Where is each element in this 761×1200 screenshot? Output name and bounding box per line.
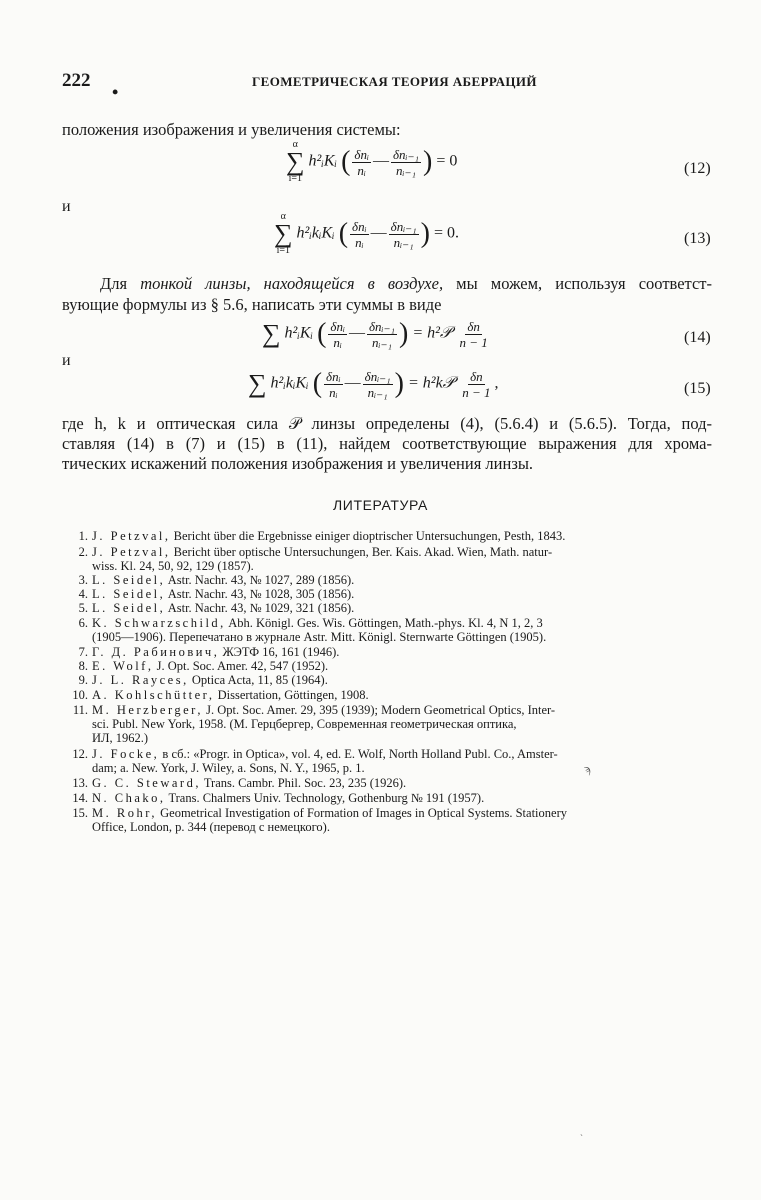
reference-continuation: dam; a. New. York, J. Wiley, a. Sons, N. Y., 1965, p. 1. <box>92 761 365 775</box>
conjunction: и <box>62 352 71 369</box>
equation-13: α ∑ i=1 h²ᵢkᵢKᵢ ( $\frac{\text{δnᵢ}}{\text{nᵢ}}$ — $\frac{\text{δnᵢ₋₁}}{\text{nᵢ₋₁}}$ ) = 0. <box>274 211 459 256</box>
reference-item: 9. J. L. Rayces, Optica Acta, 11, 85 (1964). <box>78 673 328 687</box>
equation-14: ∑ h²ᵢKᵢ ( $\frac{\text{δnᵢ}}{\text{nᵢ}}$ — $\frac{\text{δnᵢ₋₁}}{\text{nᵢ₋₁}}$ ) = h²𝒫 $\frac{\delta n}{n - 1}$ <box>262 318 488 350</box>
reference-item: 12. J. Focke, в сб.: «Progr. in Optica», vol. 4, ed. E. Wolf, North Holland Publ. Co., Amster- <box>72 747 558 761</box>
equation-number-15: (15) <box>684 380 711 397</box>
reference-item: 13. G. C. Steward, Trans. Cambr. Phil. Soc. 23, 235 (1926). <box>72 776 407 790</box>
reference-item: 6. K. Schwarzschild, Abh. Königl. Ges. Wis. Göttingen, Math.-phys. Kl. 4, N 1, 2, 3 <box>78 616 543 630</box>
page-number: 222 <box>62 70 91 91</box>
reference-continuation: sci. Publ. New York, 1958. (М. Герцбергер, Современная геометрическая оптика, <box>92 717 517 731</box>
reference-continuation: Office, London, p. 344 (перевод с немецкого). <box>92 820 330 834</box>
paragraph-2-line-2: ставляя (14) в (7) и (15) в (11), найдем соответствующие выражения для хрома- <box>62 434 712 453</box>
running-head: ГЕОМЕТРИЧЕСКАЯ ТЕОРИЯ АБЕРРАЦИЙ <box>252 74 537 89</box>
reference-item: 14. N. Chako, Trans. Chalmers Univ. Technology, Gothenburg № 191 (1957). <box>72 791 485 805</box>
scan-mark: ϡ <box>584 762 591 776</box>
paragraph-1-line-2: вующие формулы из § 5.6, написать эти суммы в виде <box>62 295 442 314</box>
equation-number-13: (13) <box>684 230 711 247</box>
summation: α ∑ i=1 <box>274 211 293 256</box>
equation-15: ∑ h²ᵢkᵢKᵢ ( $\frac{\text{δnᵢ}}{\text{nᵢ}}$ — $\frac{\text{δnᵢ₋₁}}{\text{nᵢ₋₁}}$ ) = h²k𝒫 $\frac{\delta n}{n - 1}$ , <box>248 368 499 400</box>
equation-12: α ∑ i=1 h²ᵢKᵢ ( $\frac{\text{δnᵢ}}{\text{nᵢ}}$ — $\frac{\text{δnᵢ₋₁}}{\text{nᵢ₋₁}}$ ) = 0 <box>286 139 458 184</box>
equation-number-14: (14) <box>684 329 711 346</box>
paragraph-2-line-1: где h, k и оптическая сила 𝒫 линзы определены (4), (5.6.4) и (5.6.5). Тогда, под- <box>62 414 712 433</box>
reference-item: 3. L. Seidel, Astr. Nachr. 43, № 1027, 289 (1856). <box>78 573 355 587</box>
reference-continuation: ИЛ, 1962.) <box>92 731 149 745</box>
reference-item: 1. J. Petzval, Bericht über die Ergebnisse einiger dioptrischer Untersuchungen, Pesth, 1843. <box>78 529 566 543</box>
reference-item: 8. E. Wolf, J. Opt. Soc. Amer. 42, 547 (1952). <box>78 659 329 673</box>
reference-item: 7. Г. Д. Рабинович, ЖЭТФ 16, 161 (1946). <box>78 645 340 659</box>
equation-number-12: (12) <box>684 160 711 177</box>
reference-item: 15. M. Rohr, Geometrical Investigation of Formation of Images in Optical Systems. Stationery <box>72 806 567 820</box>
literature-heading: ЛИТЕРАТУРА <box>333 497 428 513</box>
reference-item: 11. M. Herzberger, J. Opt. Soc. Amer. 29, 395 (1939); Modern Geometrical Optics, Inter- <box>72 703 556 717</box>
reference-item: 10. A. Kohlschütter, Dissertation, Göttingen, 1908. <box>72 688 369 702</box>
summation: α ∑ i=1 <box>286 139 305 184</box>
paragraph-1-line-1: Для тонкой линзы, находящейся в воздухе, мы можем, используя соответст- <box>100 274 712 293</box>
scan-mark: ˋ <box>580 1133 583 1143</box>
conjunction: и <box>62 198 71 215</box>
paragraph-2-line-3: тических искажений положения изображения и увеличения линзы. <box>62 454 534 473</box>
reference-item: 4. L. Seidel, Astr. Nachr. 43, № 1028, 305 (1856). <box>78 587 355 601</box>
reference-item: 5. L. Seidel, Astr. Nachr. 43, № 1029, 321 (1856). <box>78 601 355 615</box>
reference-continuation: wiss. Kl. 24, 50, 92, 129 (1857). <box>92 559 254 573</box>
reference-item: 2. J. Petzval, Bericht über optische Untersuchungen, Ber. Kais. Akad. Wien, Math. natur- <box>78 545 553 559</box>
reference-continuation: (1905—1906). Перепечатано в журнале Astr. Mitt. Königl. Sternwarte Göttingen (1905). <box>92 630 547 644</box>
intro-line: положения изображения и увеличения системы: <box>62 120 401 139</box>
header-dot: • <box>112 82 119 102</box>
